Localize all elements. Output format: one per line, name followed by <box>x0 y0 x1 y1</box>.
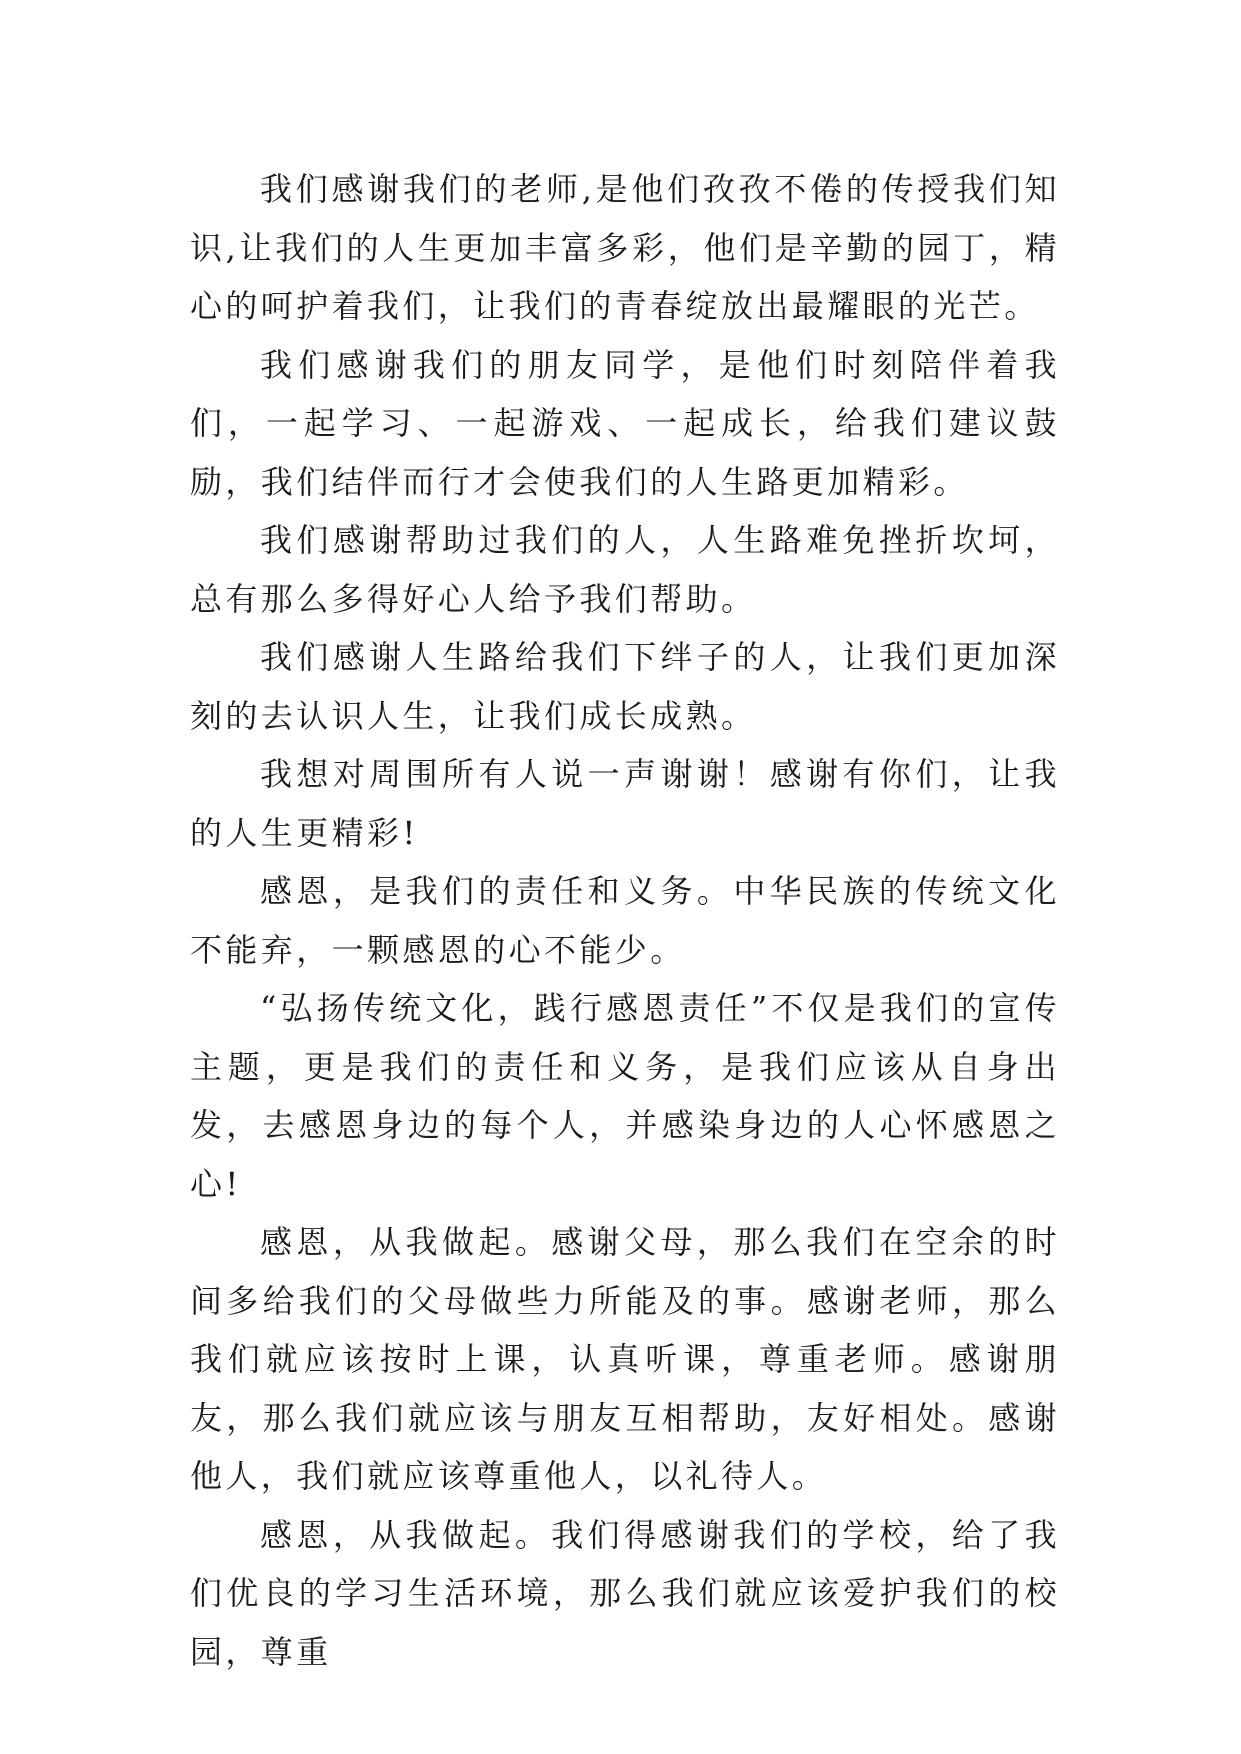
paragraph-promote-tradition: “弘扬传统文化，践行感恩责任”不仅是我们的宣传主题，更是我们的责任和义务，是我们应该从自身出发，去感恩身边的每个人，并感染身边的人心怀感恩之心! <box>190 989 1060 1203</box>
paragraph-thank-teachers: 我们感谢我们的老师,是他们孜孜不倦的传授我们知识,让我们的人生更加丰富多彩，他们是辛勤的园丁，精心的呵护着我们，让我们的青春绽放出最耀眼的光芒。 <box>190 170 1060 325</box>
document-body <box>190 160 1060 1681</box>
paragraph-thanks-everyone: 我想对周围所有人说一声谢谢！感谢有你们，让我的人生更精彩! <box>190 755 1060 852</box>
paragraph-thank-obstacles: 我们感谢人生路给我们下绊子的人，让我们更加深刻的去认识人生，让我们成长成熟。 <box>190 638 1060 735</box>
paragraph-gratitude-duty: 感恩，是我们的责任和义务。中华民族的传统文化不能弃，一颗感恩的心不能少。 <box>190 872 1060 969</box>
paragraph-start-with-me-family: 感恩，从我做起。感谢父母，那么我们在空余的时间多给我们的父母做些力所能及的事。感谢老师，那么我们就应该按时上课，认真听课，尊重老师。感谢朋友，那么我们就应该与朋友互相帮助，友好相处。感谢他人，我们就应该尊重他人，以礼待人。 <box>190 1223 1060 1495</box>
paragraph-thank-helpers: 我们感谢帮助过我们的人，人生路难免挫折坎坷，总有那么多得好心人给予我们帮助。 <box>190 521 1060 618</box>
paragraph-thank-friends: 我们感谢我们的朋友同学，是他们时刻陪伴着我们，一起学习、一起游戏、一起成长，给我们建议鼓励，我们结伴而行才会使我们的人生路更加精彩。 <box>190 345 1060 501</box>
paragraph-start-with-me-school: 感恩，从我做起。我们得感谢我们的学校，给了我们优良的学习生活环境，那么我们就应该爱护我们的校园，尊重 <box>190 1515 1060 1671</box>
